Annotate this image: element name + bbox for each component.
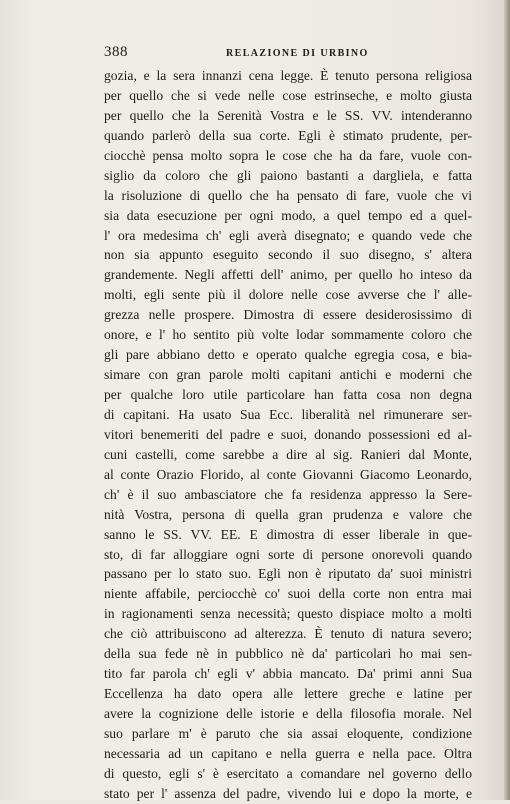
text-line: non sia appunto eseguito secondo il suo disegno, s' altera	[104, 247, 472, 263]
text-line: tito far parola ch' egli v' abbia mancato. Da' primi anni Sua	[104, 666, 472, 682]
text-line: siglio da coloro che gli paiono bastanti a dargliela, e fatta	[104, 167, 472, 183]
text-line: per quello che la Serenità Vostra e le SS. VV. intenderanno	[104, 107, 472, 123]
text-line: niente affabile, perciocchè co' suoi della corte non entra mai	[104, 586, 472, 602]
text-line: vitori benemeriti del padre e suoi, donando possessioni ed al-	[104, 426, 472, 442]
text-line: stato per l' assenza del padre, vivendo lui e dopo la morte, e	[104, 785, 472, 801]
text-line: ciocchè pensa molto sopra le cose che ha da fare, vuole con-	[104, 147, 472, 163]
text-line: nità Vostra, persona di quella gran prudenza e valore che	[104, 506, 472, 522]
page-edge-shadow	[504, 0, 510, 800]
text-line: sia data esecuzione per ogni modo, a quel tempo ed a quel-	[104, 207, 472, 223]
text-line: cuni castelli, come sarebbe a dire al sig. Ranieri dal Monte,	[104, 446, 472, 462]
text-line: passano per lo stato suo. Egli non è riputato da' suoi ministri	[104, 566, 472, 582]
text-line: molti, egli sente più il dolore nelle cose avverse che l' alle-	[104, 287, 472, 303]
body-text	[104, 66, 472, 804]
text-line: necessaria ad un capitano e nella guerra e nella pace. Oltra	[104, 745, 472, 761]
text-line: l' ora medesima ch' egli averà disegnato; e quando vede che	[104, 227, 472, 243]
text-line: sto, di far alloggiare ogni sorte di persone onorevoli quando	[104, 546, 472, 562]
text-line: grezza nelle prospere. Dimostra di essere desiderosissimo di	[104, 307, 472, 323]
text-line: grandemente. Negli affetti dell' animo, per quello ho inteso da	[104, 267, 472, 283]
text-line: onore, e l' ho sentito più volte lodar sommamente coloro che	[104, 327, 472, 343]
text-line: in ragionamenti senza necessità; questo dispiace molto a molti	[104, 606, 472, 622]
text-line: di capitani. Ha usato Sua Ecc. liberalità nel rimunerare ser-	[104, 406, 472, 422]
text-line: che ciò attribuiscono ad alterezza. È tenuto di natura severo;	[104, 626, 472, 642]
text-line: Eccellenza ha dato opera alle lettere greche e latine per	[104, 686, 472, 702]
text-line: della sua fede nè in pubblico nè da' particolari ho mai sen-	[104, 646, 472, 662]
text-line: ch' è il suo ambasciatore che fa residenza appresso la Sere-	[104, 486, 472, 502]
text-line: quando parlerò della sua corte. Egli è stimato prudente, per-	[104, 127, 472, 143]
text-line: sanno le SS. VV. EE. E dimostra di esser liberale in que-	[104, 526, 472, 542]
text-line: gozia, e la sera innanzi cena legge. È tenuto persona religiosa	[104, 68, 472, 83]
text-line: la risoluzione di quello che ha pensato di fare, vuole che vi	[104, 187, 472, 203]
text-line: di questo, egli s' è esercitato a comandare nel governo dello	[104, 765, 472, 781]
running-title: RELAZIONE DI URBINO	[226, 48, 369, 59]
text-line: per quello che si vede nelle cose estrinseche, e molto giusta	[104, 87, 472, 103]
text-line: suo parlare m' è paruto che sia assai eloquente, condizione	[104, 725, 472, 741]
text-line: per qualche loro utile particolare han fatta cosa non degna	[104, 387, 472, 402]
text-line: simare con gran parole molti capitani antichi e moderni che	[104, 367, 472, 383]
text-line: gli pare abbiano detto e operato qualche egregia cosa, e bia-	[104, 347, 472, 363]
text-line: avere la cognizione delle istorie e della filosofia morale. Nel	[104, 706, 472, 721]
page-number: 388	[104, 44, 128, 60]
text-line: al conte Orazio Florido, al conte Giovanni Giacomo Leonardo,	[104, 466, 472, 482]
